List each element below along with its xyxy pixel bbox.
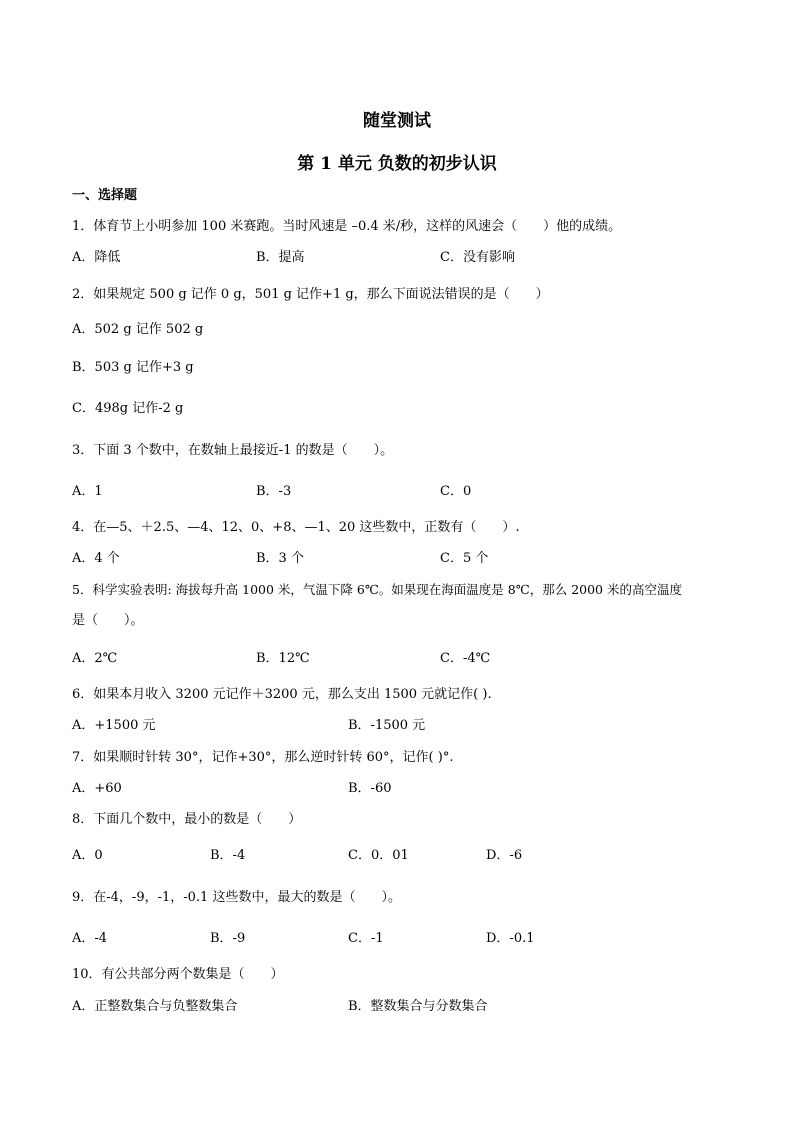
question-1-option-a: A．降低 xyxy=(72,250,121,265)
question-8-option-b: B．-4 xyxy=(210,848,246,863)
page-title: 随堂测试 xyxy=(363,111,431,131)
question-6-option-b: B．-1500 元 xyxy=(348,718,426,733)
question-4-option-a: A．4 个 xyxy=(72,551,120,566)
question-4-stem: 4．在—5、＋2.5、—4、12、0、+8、—1、20 这些数中，正数有（ ）. xyxy=(72,520,520,535)
question-4-option-c: C．5 个 xyxy=(440,551,489,566)
question-8-option-c: C．0．01 xyxy=(348,848,409,863)
question-5-option-b: B．12℃ xyxy=(256,651,310,666)
page-subtitle: 第 1 单元 负数的初步认识 xyxy=(297,154,497,174)
question-8-option-a: A．0 xyxy=(72,848,103,863)
question-10-option-b: B．整数集合与分数集合 xyxy=(348,999,488,1014)
question-9-option-b: B．-9 xyxy=(210,931,246,946)
question-1-option-c: C．没有影响 xyxy=(440,250,515,265)
question-10-option-a: A．正整数集合与负整数集合 xyxy=(72,999,238,1014)
question-3-option-a: A．1 xyxy=(72,484,103,499)
question-8-option-d: D．-6 xyxy=(486,848,523,863)
question-9-option-d: D．-0.1 xyxy=(486,931,535,946)
question-2-option-b: B．503 g 记作+3 g xyxy=(72,360,194,375)
question-7-option-b: B．-60 xyxy=(348,781,392,796)
question-8-stem: 8．下面几个数中，最小的数是（ ） xyxy=(72,812,302,827)
question-3-stem: 3．下面 3 个数中，在数轴上最接近-1 的数是（ ）。 xyxy=(72,443,394,458)
question-5-stem-line-2: 是（ ）。 xyxy=(72,613,144,628)
question-9-stem: 9．在-4，-9，-1，-0.1 这些数中，最大的数是（ ）。 xyxy=(72,890,401,905)
question-5-option-a: A．2℃ xyxy=(72,651,118,666)
question-10-stem: 10．有公共部分两个数集是（ ） xyxy=(72,967,284,982)
question-1-stem: 1．体育节上小明参加 100 米赛跑。当时风速是 –0.4 米/秒，这样的风速会（ ）他的成绩。 xyxy=(72,219,622,234)
question-2-option-c: C．498g 记作-2 g xyxy=(72,401,184,416)
question-1-option-b: B．提高 xyxy=(256,250,305,265)
question-6-option-a: A．+1500 元 xyxy=(72,718,156,733)
question-7-option-a: A．+60 xyxy=(72,781,122,796)
question-2-stem: 2．如果规定 500 g 记作 0 g，501 g 记作+1 g，那么下面说法错误的是（ ） xyxy=(72,287,549,302)
question-2-option-a: A．502 g 记作 502 g xyxy=(72,322,204,337)
question-7-stem: 7．如果顺时针转 30°，记作+30°，那么逆时针转 60°，记作( )°. xyxy=(72,750,454,765)
question-5-option-c: C．-4℃ xyxy=(440,651,491,666)
question-3-option-c: C．0 xyxy=(440,484,472,499)
question-4-option-b: B．3 个 xyxy=(256,551,304,566)
question-9-option-c: C．-1 xyxy=(348,931,384,946)
section-heading: 一、选择题 xyxy=(72,188,138,203)
question-3-option-b: B．-3 xyxy=(256,484,292,499)
question-6-stem: 6．如果本月收入 3200 元记作＋3200 元，那么支出 1500 元就记作( ). xyxy=(72,687,492,702)
question-5-stem-line-1: 5．科学实验表明: 海拔每升高 1000 米，气温下降 6℃。如果现在海面温度是 8℃，那么 2000 米的高空温度 xyxy=(72,582,682,597)
question-9-option-a: A．-4 xyxy=(72,931,108,946)
